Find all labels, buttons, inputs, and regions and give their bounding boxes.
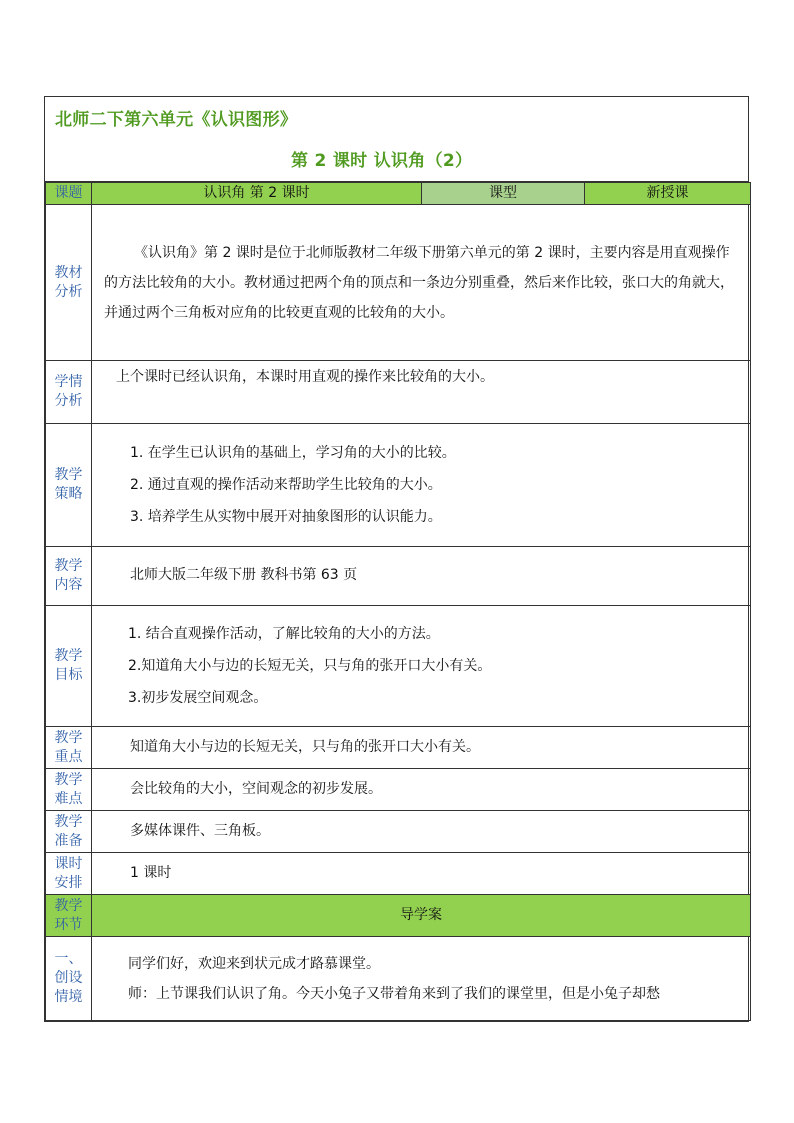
key-point-label-2: 重点 [54,748,83,765]
strategy-item: 2. 通过直观的操作活动来帮助学生比较角的大小。 [130,477,442,493]
header-label-cell [46,183,92,205]
section-one-label-3: 情境 [54,988,83,1005]
student-analysis-label-2: 分析 [54,393,83,409]
difficulty-label-2: 难点 [54,790,83,807]
section-one-label-cell [46,937,92,1021]
preparation-label-cell [46,811,92,853]
schedule-label-2: 安排 [54,874,83,891]
steps-label-1: 教学 [54,897,83,914]
preparation-row [46,811,751,853]
student-analysis-label-cell [46,361,92,424]
section-one-label-1: 一、 [54,951,83,968]
textbook-analysis-content-cell [92,205,751,361]
goal-item: 2.知道角大小与边的长短无关，只与角的张开口大小有关。 [128,658,492,674]
header-type-value-cell [585,183,751,205]
schedule-label-cell [46,853,92,895]
textbook-analysis-text: 《认识角》第 2 课时是位于北师版教材二年级下册第六单元的第 2 课时，主要内容是用直观操作的方法比较角的大小。教材通过把两个角的顶点和一条边分别重叠，然后来作比较，张口大的角就大，并通过两个三角板对应角的比较更直观的比较角的大小。 [104,244,734,321]
strategy-content-cell [92,424,751,547]
lesson-plan-table-wrapper [44,96,749,1022]
steps-label-2: 环节 [54,916,83,933]
section-one-content-cell [92,937,751,1021]
steps-label-cell [46,895,92,937]
schedule-label-1: 课时 [54,855,83,872]
textbook-analysis-label-2: 分析 [54,283,83,300]
steps-title: 导学案 [400,906,442,923]
goals-label-cell [46,606,92,727]
preparation-label-2: 准备 [54,832,83,849]
strategy-label-1: 教学 [54,467,83,484]
header-topic: 认识角 第 2 课时 [203,184,310,201]
content-label-1: 教学 [54,558,83,575]
student-analysis-label-1: 学情 [54,374,83,391]
difficulty-label-1: 教学 [54,771,83,788]
goals-label-1: 教学 [54,648,83,665]
header-type-label-cell [422,183,585,205]
student-analysis-content-cell [92,361,751,424]
difficulty-content-cell [92,769,751,811]
goals-content-cell [92,606,751,727]
content-label-2: 内容 [54,577,83,593]
content-row [46,547,751,606]
student-analysis-text: 上个课时已经认识角，本课时用直观的操作来比较角的大小。 [116,369,494,385]
section-one-line-2: 师：上节课我们认识了角。今天小兔子又带着角来到了我们的课堂里，但是小兔子却愁 [128,985,660,1002]
key-point-content-cell [92,727,751,769]
key-point-label-cell [46,727,92,769]
header-label: 课题 [54,185,83,202]
preparation-text: 多媒体课件、三角板。 [130,822,270,839]
header-row [46,183,751,205]
strategy-label-cell [46,424,92,547]
goal-item: 1. 结合直观操作活动，了解比较角的大小的方法。 [128,626,440,642]
steps-header-cell [92,895,751,937]
content-label-cell [46,547,92,606]
title-area [45,97,748,182]
goals-list [92,618,750,714]
section-one-row [46,937,751,1021]
difficulty-row [46,769,751,811]
section-one-label-2: 创设 [54,970,83,987]
preparation-content-cell [92,811,751,853]
key-point-text: 知道角大小与边的长短无关，只与角的张开口大小有关。 [130,738,480,755]
content-text: 北师大版二年级下册 教科书第 63 页 [130,567,358,584]
difficulty-label-cell [46,769,92,811]
steps-row [46,895,751,937]
goal-item: 3.初步发展空间观念。 [128,690,268,706]
schedule-text: 1 课时 [130,864,172,881]
header-topic-cell [92,183,422,205]
textbook-analysis-row [46,205,751,361]
document-title: 北师二下第六单元《认识图形》 [55,110,298,130]
textbook-analysis-label-1: 教材 [54,264,83,281]
section-one-line-1: 同学们好，欢迎来到状元成才路慕课堂。 [128,955,380,972]
schedule-content-cell [92,853,751,895]
key-point-label-1: 教学 [54,729,83,746]
strategy-row [46,424,751,547]
key-point-row [46,727,751,769]
lesson-table [45,182,751,1021]
textbook-analysis-label-cell [46,205,92,361]
goals-row [46,606,751,727]
document-subtitle: 第 2 课时 认识角（2） [291,151,473,171]
preparation-label-1: 教学 [54,813,83,830]
student-analysis-row [46,361,751,424]
goals-label-2: 目标 [54,667,83,683]
strategy-item: 3. 培养学生从实物中展开对抽象图形的认识能力。 [130,509,442,525]
header-type-label: 课型 [489,184,517,201]
strategy-label-2: 策略 [54,486,83,502]
lesson-plan-document [44,96,749,1022]
header-type-value: 新授课 [646,184,689,201]
content-content-cell [92,547,751,606]
strategy-item: 1. 在学生已认识角的基础上，学习角的大小的比较。 [130,445,456,461]
strategy-list [92,437,750,533]
schedule-row [46,853,751,895]
difficulty-text: 会比较角的大小，空间观念的初步发展。 [130,780,382,797]
